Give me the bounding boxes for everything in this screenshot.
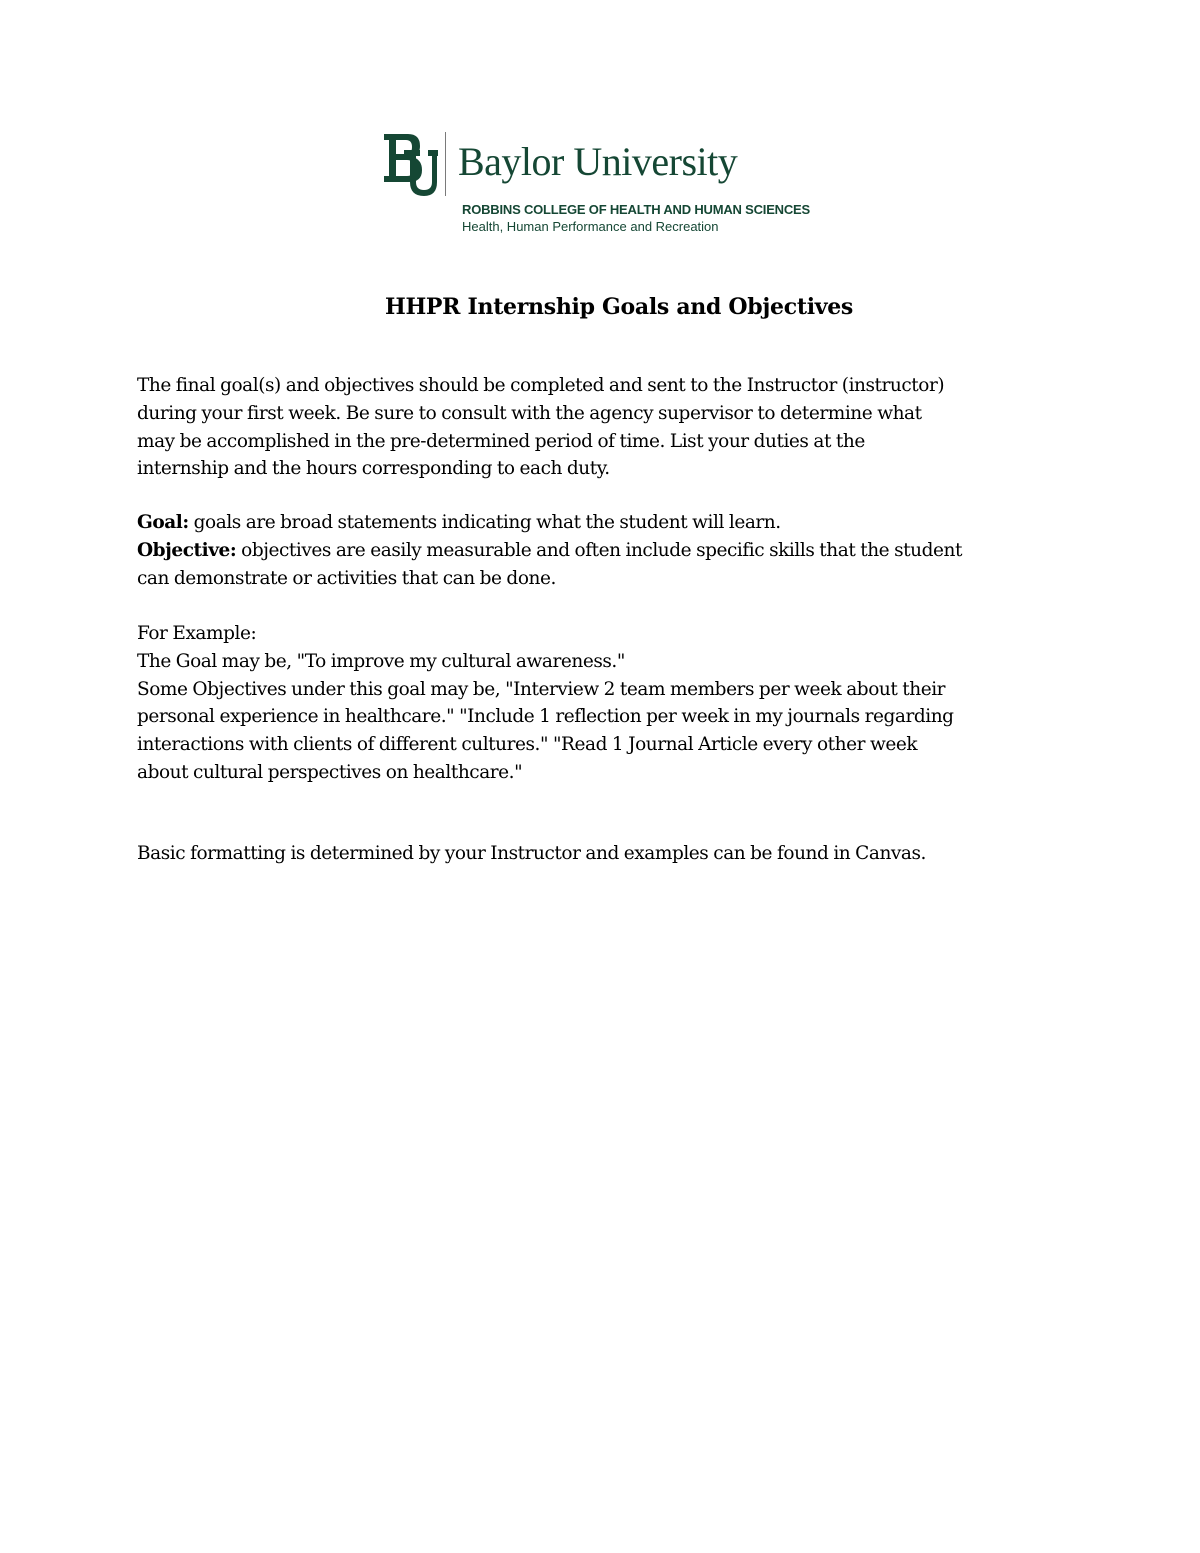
intro-line: The final goal(s) and objectives should be completed and sent to the Instructor (instructor) [137, 375, 945, 396]
bu-interlock-logo-icon [382, 132, 438, 198]
objective-text-continued: can demonstrate or activities that can be done. [137, 567, 556, 589]
definitions-paragraph [137, 509, 1097, 592]
logo-department-name: Health, Human Performance and Recreation [462, 219, 719, 234]
intro-line: internship and the hours corresponding to each duty. [137, 458, 610, 480]
example-line: interactions with clients of different cultures." "Read 1 Journal Article every other week [137, 734, 918, 756]
example-line: For Example: [137, 623, 257, 644]
goal-text: goals are broad statements indicating what the student will learn. [188, 512, 781, 533]
goal-definition [137, 509, 1097, 537]
logo-wordmark: Baylor University [458, 139, 738, 184]
formatting-note [137, 840, 1097, 868]
intro-line: may be accomplished in the pre-determined period of time. List your duties at the [137, 430, 865, 452]
example-line: personal experience in healthcare." "Include 1 reflection per week in my journals regarding [137, 706, 954, 728]
example-paragraph [137, 620, 1097, 787]
formatting-note-text: Basic formatting is determined by your Instructor and examples can be found in Canvas. [137, 843, 926, 864]
page-title: HHPR Internship Goals and Objectives [384, 294, 854, 320]
intro-paragraph [137, 372, 1097, 483]
logo-divider [445, 132, 446, 196]
example-line: The Goal may be, "To improve my cultural awareness." [137, 650, 625, 672]
example-line: about cultural perspectives on healthcare." [137, 761, 523, 783]
example-line: Some Objectives under this goal may be, "Interview 2 team members per week about their [137, 678, 946, 700]
objective-definition [137, 537, 1097, 565]
objective-label: Objective: [137, 539, 237, 561]
logo-college-name: ROBBINS COLLEGE OF HEALTH AND HUMAN SCIENCES [462, 202, 810, 217]
goal-label: Goal: [137, 512, 189, 533]
objective-text: objectives are easily measurable and often include specific skills that the student [236, 539, 962, 561]
intro-line: during your first week. Be sure to consult with the agency supervisor to determine what [137, 402, 922, 424]
header-logo [380, 128, 860, 238]
